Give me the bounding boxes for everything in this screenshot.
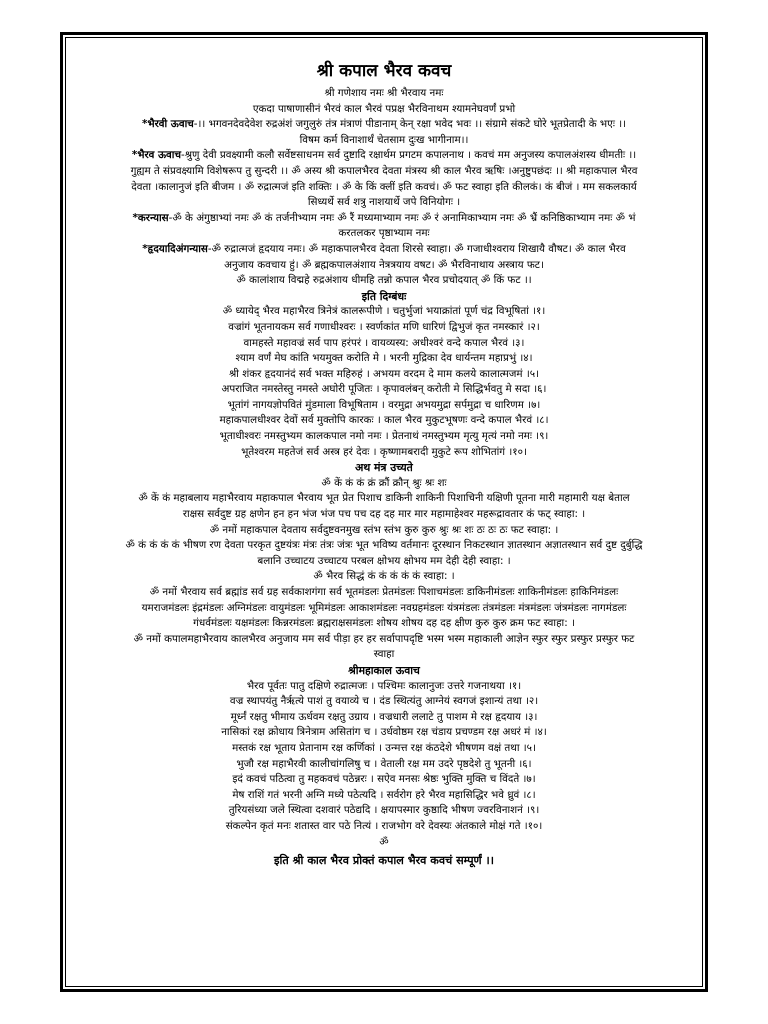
hridayadi-line-1: [72, 242, 696, 258]
kavach-verse: मस्तकं रक्ष भूताय प्रेतानाम रक्ष कर्णिकां । उन्मत्त रक्ष कंठदेशे भीषणम वक्षं तथा ।५।: [232, 741, 536, 754]
ganesh-invocation: श्री गणेशाय नमः श्री भैरवाय नमः: [324, 87, 444, 99]
atha-mantra-heading: अथ मंत्र उच्यते: [355, 461, 413, 475]
intro-verse: एकदा पाषाणासीनं भैरवं काल भैरवं पप्रक्ष भैरविनाथम श्यामनेघवर्णं प्रभो: [252, 102, 516, 115]
kavach-verse: भुजौ रक्ष महाभैरवी कालीचांगलिषु च । वेताली रक्ष मम उदरे पृष्ठदेशे तु भूतनी ।६।: [236, 757, 532, 770]
mantra-line: ॐ भैरव सिद्धं कं कं कं कं कं स्वाहा: ।: [313, 570, 455, 583]
kavach-verse: इदं कवचं पठित्वा तु महकवचं पठेन्नरः । सऐव मनसः श्रेष्ठः भुक्ति मुक्ति च विंदते ।७।: [232, 773, 536, 786]
mantra-line: गंधर्वमंडलः यक्षमंडलः किन्नरमंडलः ब्रह्मराक्षसमंडलः शोषय शोषय दह दह क्षीण कुरु कुरु क्रम फट स्वाहा: ।: [193, 617, 575, 630]
mantra-line: यमराजमंडलः इंद्रमंडलः अग्निमंडलः वायुमंडलः भूमिमंडलः आकाशमंडलः नवग्रहमंडलः यंत्रमंडलः तंत्रमंडलः मंत्रमंडलः जंत्रमंडलः नागमंडलः: [141, 601, 627, 614]
dhyana-verse: श्री शंकर हृदयानंदं सर्व भक्त महिरुहं । अभयम वरदम दे माम कलये कालात्मजमं ।५।: [228, 367, 540, 380]
bhairavi-uvacha-text: -।। भगवनदेवदेवेश रुद्रअंशं जगुलुरुं तंत्र मंत्राणं पीडानाम् केन् रक्षा भवेद भवः ।। संग्रामे संकटे घोरे भूतप्रेतादी के भएः ।।: [193, 118, 627, 131]
bhairavi-uvacha-label: *भैरवी ऊवाच: [141, 118, 194, 131]
bhairav-uvacha-line-4: सिध्यर्थे सर्व शत्रु नाशयार्थे जपे विनियोगः ।: [307, 196, 461, 209]
hridayadi-text: -ॐ रुद्रात्मजं हृदयाय नमः। ॐ महाकपालभैरव देवता शिरसे स्वाहा। ॐ गजाधीश्वराय शिखायै वौषट। ॐ काल भैरव: [207, 242, 626, 255]
dhyana-verse: भूतेश्वरम महतेजं सर्व अस्त्र हरं देवः । कृष्णामबरादी मुकुटे रूप शोभितांगं ।१०।: [241, 445, 527, 458]
kavach-verse: नासिकां रक्ष क्रोधाय त्रिनेत्राम असितांग च । उर्धवोष्ठम रक्ष चंडाय प्रचण्डम रक्ष अधरं मं ।४।: [221, 726, 547, 739]
kavach-verse: वज्र स्थापयंतु नैरृत्ये पाशं तु वयाव्ये च । दंड स्थित्यंतु आग्नेयं स्वगजं इशान्यं तथा ।२।: [229, 695, 539, 708]
dhyana-verse: ॐ ध्यायेद् भैरव महाभैरव त्रिनेत्रं कालरूपीणे । चतुर्भुजां भयाक्रांतां पूर्ण चंद्र विभूषितां ।१।: [222, 305, 546, 318]
om-symbol: ॐ: [379, 835, 389, 848]
kavach-document: [72, 60, 696, 870]
kavach-verse: संकल्पेन कृतं मनः शतास्त वार पठे नित्यं । राजभोग वरे देवस्यः अंतकाले मोक्षं गते ।१०।: [225, 819, 543, 832]
dhyana-verse: भूतांगं नागयज्ञोपवितं मुंडमाला विभूषिताम । वरमुद्रा अभयमुद्रा सर्पमुद्रा च धारिणम ।७।: [227, 398, 541, 411]
kavach-verse: मूर्ध्नं रक्षतु भीमाय ऊर्धवम रक्षतु उग्राय । वज्रधारी ललाटे तु पाशम मे रक्ष हृदयाय ।३।: [230, 710, 538, 723]
shri-mahakal-uvacha-heading: श्रीमहाकाल ऊवाच: [348, 663, 420, 677]
dhyana-verse: महाकपालधीश्वर देवों सर्व मुक्तोपि कारकः । काल भैरव मुकुटभूषणः वन्दे कपाल भैरवं ।८।: [219, 414, 549, 427]
hridayadi-line-3: ॐ कालांशाय विद्महे रुद्रअंशाय धीमहि तन्नो कपाल भैरव प्रचोदयात् ॐ किं फट ।।: [236, 274, 532, 287]
document-title: श्री कपाल भैरव कवच: [316, 61, 452, 81]
mantra-line: बलानि उच्चाटय उच्चाटय परबल क्षोभय क्षोभय मम देही देही स्वाहा: ।: [257, 554, 511, 567]
kavach-verse: भैरव पूर्वतः पातु दक्षिणे रुद्रात्मजः । पश्चिमः कालानुजः उत्तरे गजनाथया ।१।: [246, 679, 522, 692]
mantra-line: स्वाहा: [373, 648, 395, 661]
bhairavi-uvacha-line-2: विषम कर्म विनाशार्थं चेतसाम दुःख भागीनाम।।: [299, 133, 469, 146]
dhyana-verse: अपराजित नमस्तेस्तु नमस्ते अघोरी पूजितः । कृपावलंबन् करोती मे सिद्धिर्भवतु मे सदा ।६।: [221, 383, 547, 396]
bhairav-uvacha-line-1: [72, 148, 696, 164]
bhairavi-uvacha-line-1: [72, 117, 696, 133]
mantra-line: राक्षस सर्वदुष्ट ग्रह क्षणेन हन हन भंज भंज पच पच दह दह मार मार महामाहेश्वर महरूद्रावतार कं फट् स्वाहा: ।: [182, 508, 586, 521]
mantra-line: ॐ नमों महाकपाल देवताय सर्वदुष्टवनमुख स्तंभ स्तंभ कुरु कुरु श्रुः श्रः शः ठः ठः ठः फट स्वाहा: ।: [209, 523, 559, 536]
mantra-line: ॐ कें कं महाबलाय महाभैरवाय महाकपाल भैरवाय भूत प्रेत पिशाच डाकिनी शाकिनी पिशाचिनी यक्षिणी पूतना मारी महामारी यक्ष बेताल: [138, 492, 630, 505]
mantra-line: ॐ कें कं कं क्रं क्रौं क्रौन् श्रुः श्रः शः: [321, 476, 447, 489]
mantra-line: ॐ नमों भैरवाय सर्व ब्रह्मांड सर्व ग्रह सर्वकाशगंगा सर्व भूतमंडलः प्रेतमंडलः पिशाचमंडलः डाकिनीमंडलः शाकिनीमंडलः हाकिनिमंडलः: [149, 586, 619, 598]
bhairav-uvacha-line-3: देवता ।कालानुजं इति बीजम । ॐ रुद्रात्मजं इति शक्तिः । ॐ के किं क्लीं इति कवचं। ॐ फट स्वाहा इति कीलकं। कं बीजं । मम सकलकार्य: [131, 180, 637, 193]
dhyana-verse: भूताधीश्वरः नमस्तुभ्यम कालकपाल नमो नमः । प्रेतनाथं नमस्तुभ्यम मृत्यु मृत्यं नमो नमः ।९।: [219, 430, 549, 443]
bhairav-uvacha-text: -श्रुणु देवी प्रवक्ष्यामी कलौ सर्वेष्टसाधनम सर्व दुष्टादि रक्षार्थम प्रगटम कपालनाथ । कवचं मम अनुजस्य कपालअंशस्य धीमतीः ।।: [181, 149, 637, 162]
closing-line: इति श्री काल भैरव प्रोक्तं कपाल भैरव कवचं सम्पूर्णं ।।: [273, 854, 495, 868]
kavach-verse: मेष राशिं गतं भरनी अग्नि मध्ये पठेत्यदि । सर्वरोग हरे भैरव महासिद्धिर भवे ध्रुवं ।८।: [232, 788, 536, 801]
kavach-verse: तुरियसंध्या जले स्थित्वा दशवारं पठेद्यदि । क्षयापस्मार कुष्ठादि भीषण ज्वरविनाशनं ।९।: [228, 804, 540, 817]
mantra-line: ॐ नमों कपालमहाभैरवाय कालभैरव अनुजाय मम सर्व पीड़ा हर हर सर्वापापदृष्टि भस्म भस्म महाकाली आज्ञेन स्फुर स्फुर प्रस्फुर प्रस्फुर फट: [133, 632, 635, 645]
bhairav-uvacha-line-2: गुह्यम ते संप्रवक्ष्यामि विशेषरूप तु सुन्दरी ।। ॐ अस्य श्री कपालभैरव देवता मंत्रस्य श्री काल भैरव ऋषिः ।अनुष्टुपछंदः ।। श्री महाकपाल भैरव: [130, 164, 638, 177]
iti-digbandh-heading: इति दिग्बंधः: [361, 289, 407, 303]
dhyana-verse: वामहस्ते महावज्रं सर्व पाप हरंपरं । वायव्यस्य: अधीश्वरं वन्दे कपाल भैरवं ।३।: [243, 336, 525, 349]
bhairav-uvacha-label: *भैरव ऊवाच: [131, 149, 181, 162]
mantra-line: ॐ कं कं कं कं भीषण रण देवता परकृत दुष्टयंत्रः मंत्रः तंत्रः जंत्रः भूत भविष्य वर्तमानः दूरस्थान निकटस्थान ज्ञातस्थान अज्ञातस्थान सर्व दुष्ट दुर्बुद्धि: [125, 539, 643, 552]
karanyas-line-2: करतलकर पृष्ठाभ्याम नमः: [338, 227, 430, 240]
hridayadi-label: *हृदयादिअंगन्यास: [142, 242, 208, 255]
dhyana-verse: वज्रांगं भूतनायकम सर्व गणाधीश्वरः । स्वर्णकांत मणि धारिणं द्विभुजं कृत नमस्कारं ।२।: [228, 320, 540, 333]
hridayadi-line-2: अनुजाय कवचाय हुं। ॐ ब्रह्मकपालअंशाय नेत्रत्रयाय वषट। ॐ भैरविनाथाय अस्त्राय फट।: [224, 258, 544, 271]
dhyana-verse: श्याम वर्णं मेघ कांति भयमुक्त करोति मे । भरनी मुद्रिका देव धार्यन्तम महाप्रभुं ।४।: [235, 352, 533, 365]
karanyas-label: *करन्यास: [132, 211, 169, 224]
karanyas-line-1: [72, 211, 696, 227]
karanyas-text: -ॐ के अंगुष्ठाभ्यां नमः ॐ कं तर्जनीभ्याम नमः ॐ रैं मध्यमाभ्याम नमः ॐ रं अनामिकाभ्याम नमः ॐ भ्रैं कनिष्ठिकाभ्याम नमः ॐ भं: [168, 211, 636, 224]
